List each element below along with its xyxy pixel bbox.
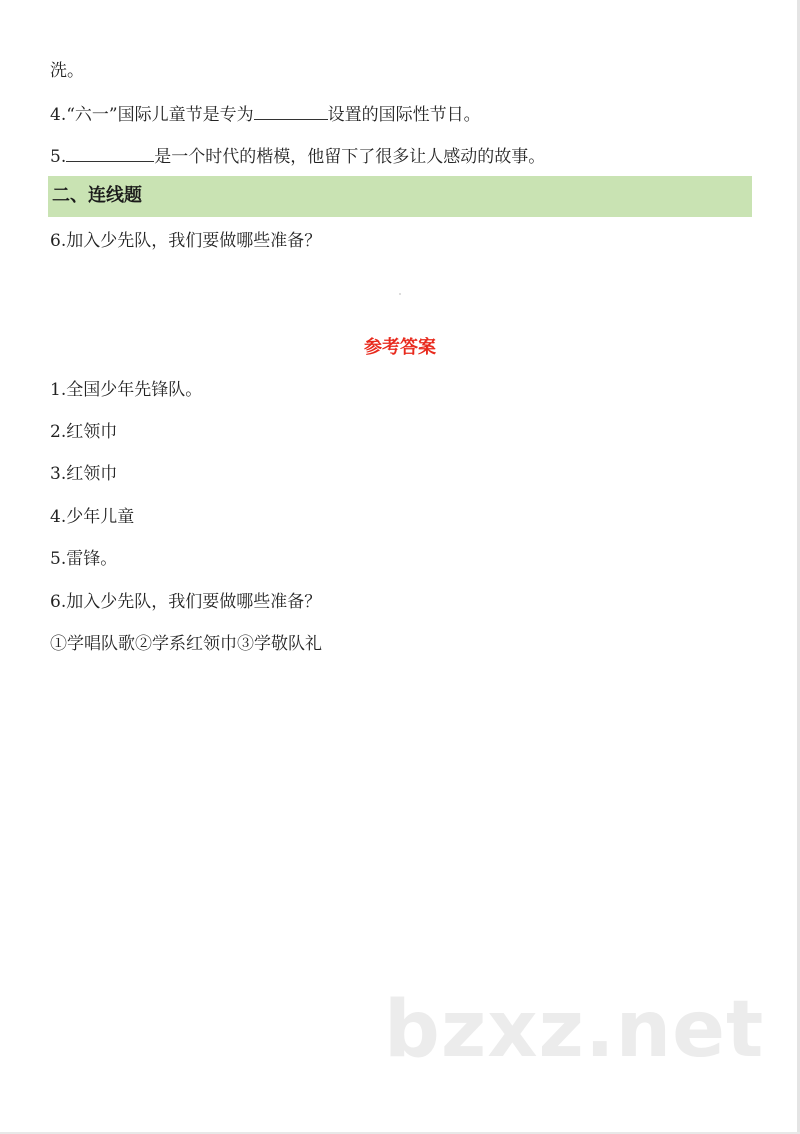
question-5 [50, 145, 545, 168]
answer-item-6: 6.加入少先队，我们要做哪些准备？ [50, 592, 322, 612]
answer-item-6-detail: ①学唱队歌②学系红领巾③学敬队礼 [50, 634, 322, 654]
answer-key-heading: 参考答案 [364, 337, 436, 358]
question-3-tail: 洗。 [50, 61, 84, 81]
question-4-suffix: 设置的国际性节日。 [327, 105, 481, 125]
watermark: bzxz.net [384, 985, 765, 1075]
answer-item-2: 2.红领巾 [50, 422, 118, 442]
answer-item-1: 1.全国少年先锋队。 [50, 380, 203, 400]
question-5-prefix: 5. [50, 147, 67, 167]
section-title: 二、连线题 [52, 185, 142, 206]
question-4-blank[interactable] [254, 103, 328, 120]
question-5-suffix: 是一个时代的楷模，他留下了很多让人感动的故事。 [154, 147, 546, 167]
answer-item-4: 4.少年儿童 [50, 507, 135, 527]
answer-item-3: 3.红领巾 [50, 464, 118, 484]
question-4-prefix: 4.“六一”国际儿童节是专为 [50, 105, 254, 125]
question-5-blank[interactable] [66, 145, 154, 162]
question-4 [50, 103, 481, 126]
answer-item-5: 5.雷锋。 [50, 549, 118, 569]
section-header-bar [48, 176, 752, 217]
question-6: 6.加入少先队，我们要做哪些准备？ [50, 231, 322, 251]
stray-dot [399, 293, 401, 295]
